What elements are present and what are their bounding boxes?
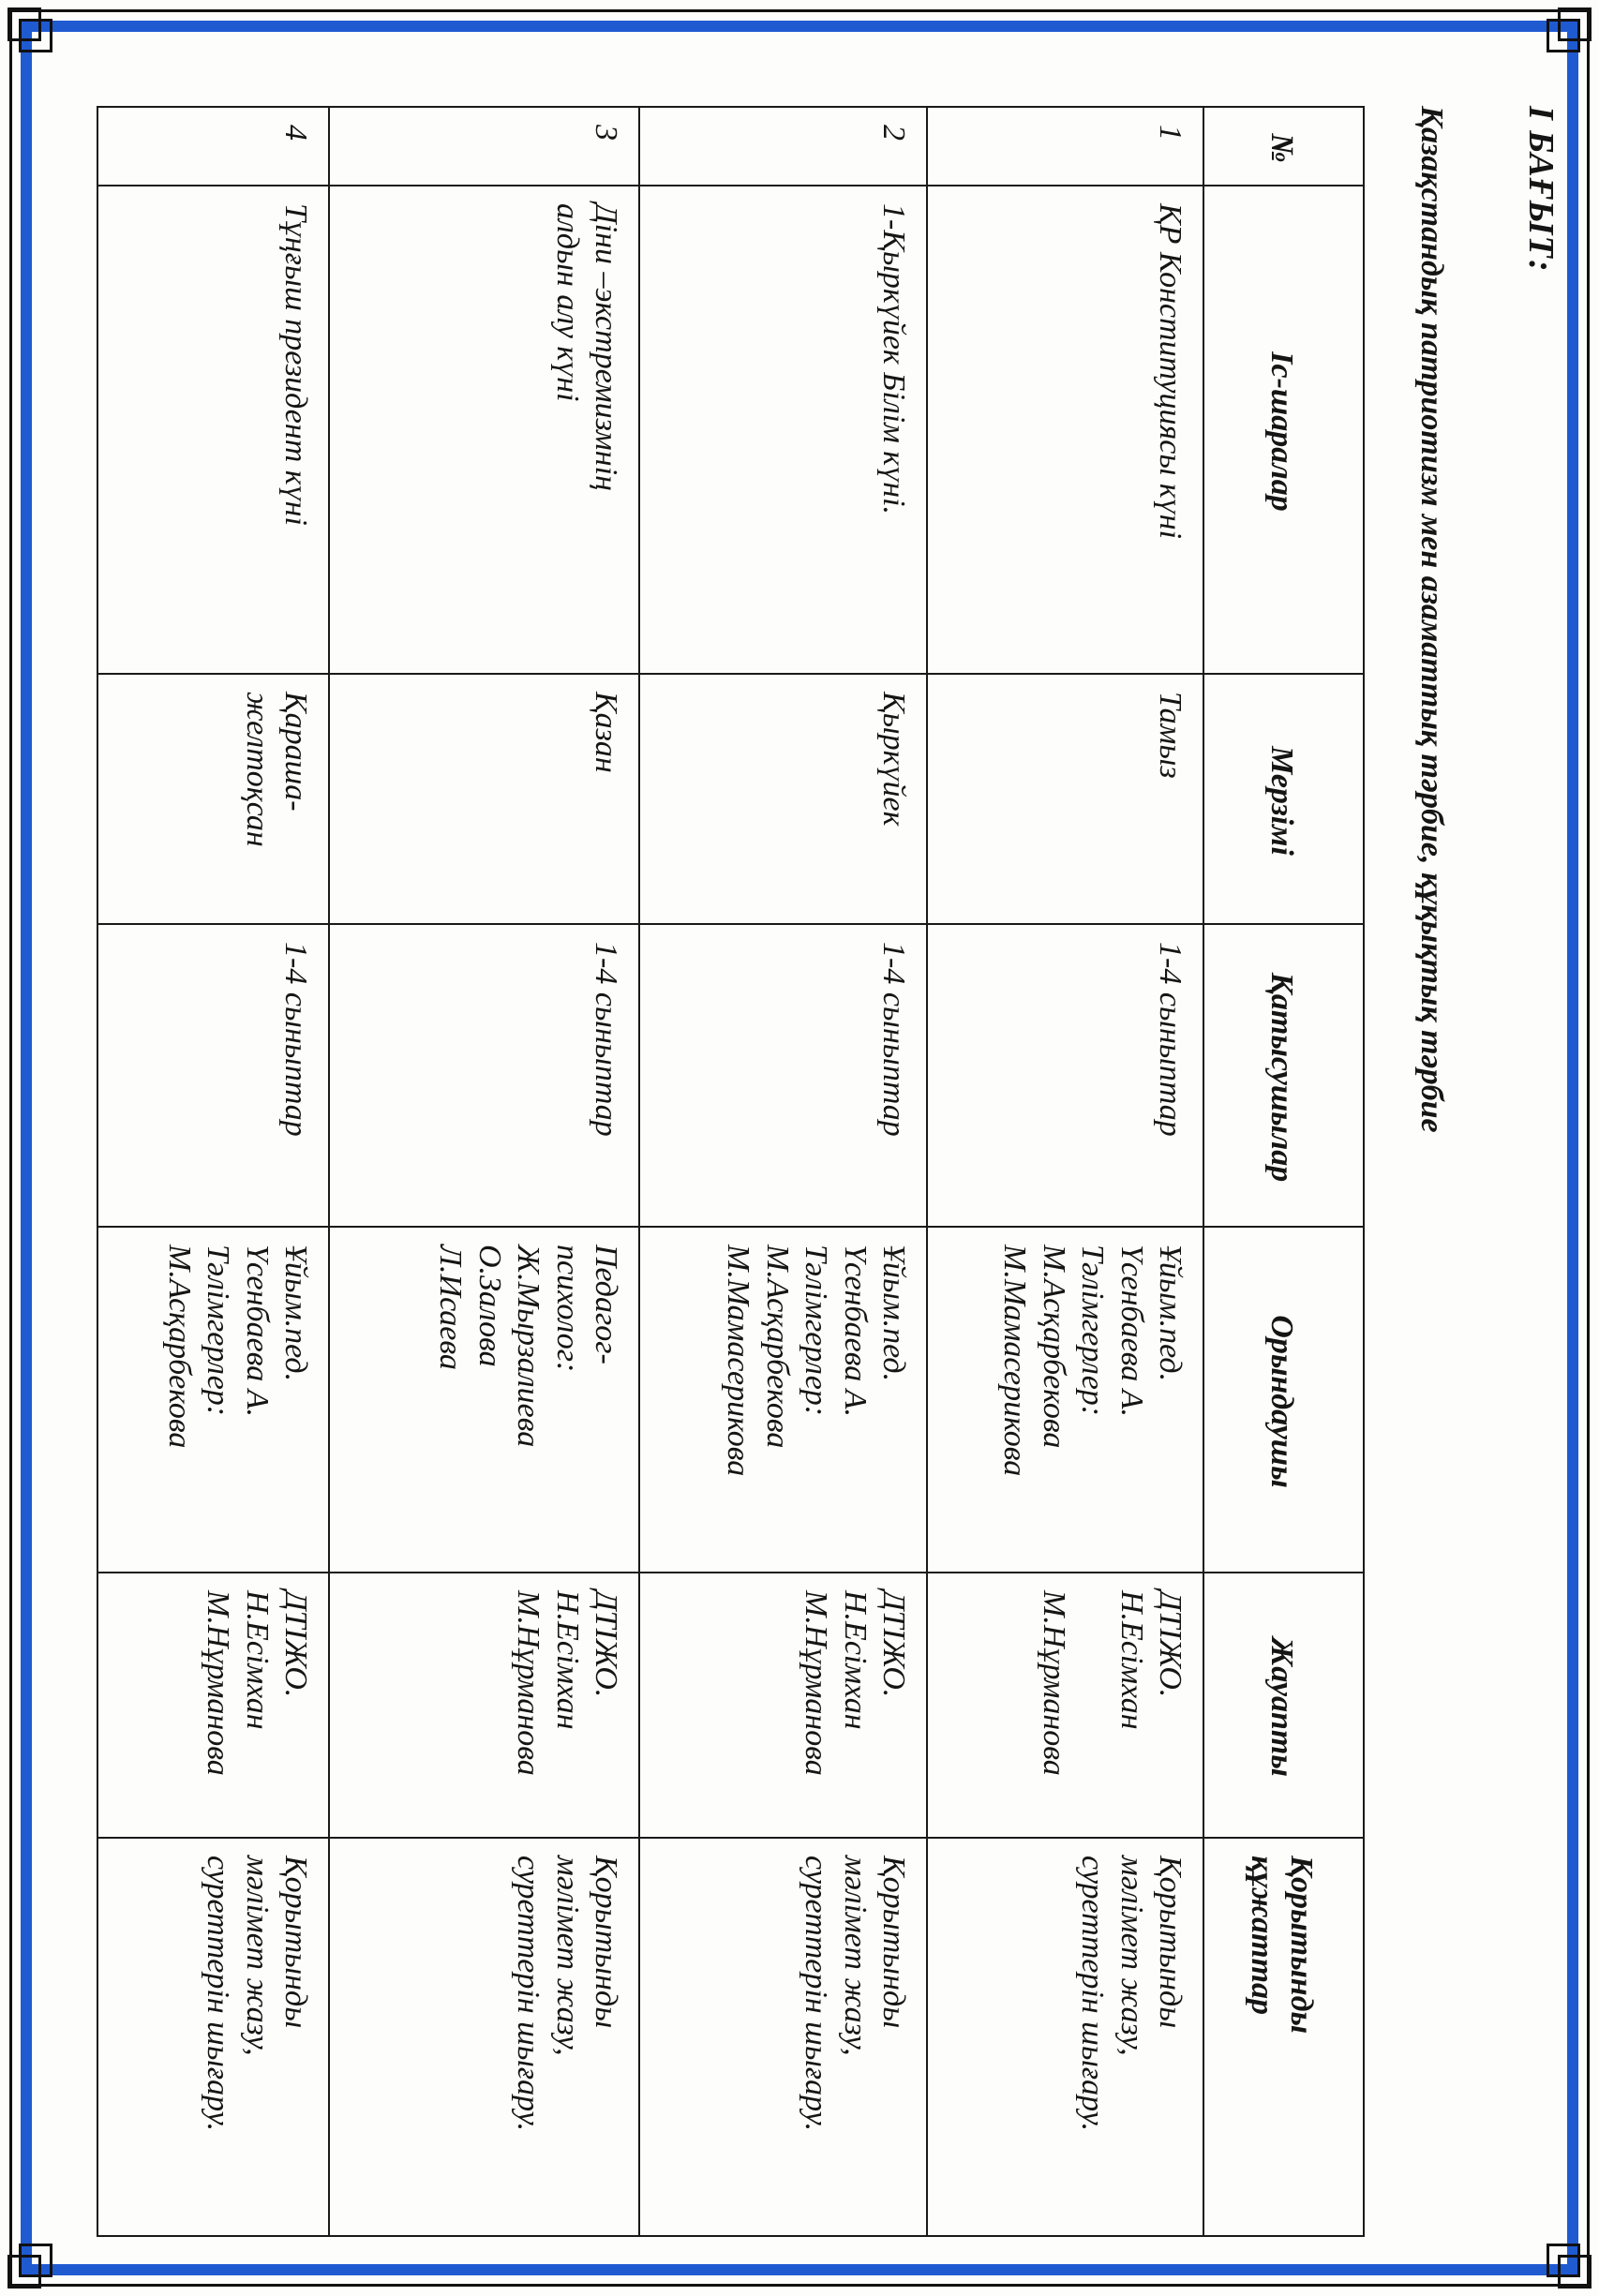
header-responsible: Жауапты bbox=[1203, 1573, 1364, 1838]
table-row bbox=[639, 107, 927, 2236]
executors-line: Тәлімгерлер: bbox=[799, 1245, 834, 1417]
cell-result bbox=[639, 1838, 927, 2236]
executors-line: М.Асқарбекова bbox=[1036, 1245, 1071, 1449]
table-row bbox=[329, 107, 639, 2236]
event-line: ҚР Конституциясы күні bbox=[1153, 203, 1188, 540]
header-event: Іс-шаралар bbox=[1203, 186, 1364, 674]
deadline-line: Қазан bbox=[589, 692, 623, 773]
executors-line: М.Мамасерикова bbox=[721, 1245, 756, 1477]
cell-executors bbox=[639, 1227, 927, 1573]
responsible-line: ДТІЖО. bbox=[1153, 1590, 1188, 1698]
corner-ornament bbox=[19, 2244, 52, 2277]
event-line: Тұңғыш президент күні bbox=[278, 203, 313, 526]
cell-executors bbox=[329, 1227, 639, 1573]
cell-responsible bbox=[639, 1573, 927, 1838]
result-line: Қорытынды bbox=[876, 1856, 911, 2029]
event-line: Діни –экстремизмнің bbox=[589, 203, 623, 491]
cell-result bbox=[927, 1838, 1203, 2236]
responsible-line: М.Нұрманова bbox=[1036, 1590, 1071, 1776]
table-row bbox=[927, 107, 1203, 2236]
responsible-line: М.Нұрманова bbox=[511, 1590, 546, 1776]
responsible-line: Н.Есімхан bbox=[239, 1590, 275, 1730]
responsible-line: Н.Есімхан bbox=[837, 1590, 873, 1730]
cell-result bbox=[97, 1838, 329, 2236]
cell-responsible bbox=[329, 1573, 639, 1838]
result-line: суреттерін шығару. bbox=[799, 1856, 834, 2132]
header-result bbox=[1203, 1838, 1364, 2236]
cell-participants: 1-4 сыныптар bbox=[97, 924, 329, 1227]
cell-participants: 1-4 сыныптар bbox=[639, 924, 927, 1227]
header-result-line: Қорытынды bbox=[1283, 1856, 1319, 2035]
table-header-row bbox=[1203, 107, 1364, 2236]
executors-line: Л.Исаева bbox=[433, 1245, 469, 1370]
event-line: 1-Қыркүйек Білім күні. bbox=[876, 203, 911, 515]
executors-line: О.Залова bbox=[471, 1245, 507, 1367]
result-line: Қорытынды bbox=[278, 1856, 313, 2029]
result-line: мәлімет жазу, bbox=[549, 1856, 585, 2056]
header-executors: Орындаушы bbox=[1203, 1227, 1364, 1573]
responsible-line: Н.Есімхан bbox=[549, 1590, 585, 1730]
result-line: мәлімет жазу, bbox=[239, 1856, 275, 2056]
responsible-line: М.Нұрманова bbox=[201, 1590, 236, 1776]
events-plan-table bbox=[97, 106, 1365, 2237]
executors-line: Ұйым.пед. bbox=[876, 1245, 911, 1382]
cell-responsible bbox=[927, 1573, 1203, 1838]
executors-line: Тәлімгерлер: bbox=[1075, 1245, 1111, 1417]
result-line: суреттерін шығару. bbox=[1075, 1856, 1111, 2132]
executors-line: психолог: bbox=[549, 1245, 585, 1373]
cell-responsible bbox=[97, 1573, 329, 1838]
responsible-line: ДТІЖО. bbox=[278, 1590, 313, 1698]
cell-deadline bbox=[639, 674, 927, 924]
section-subtitle: Қазақстандық патриотизм мен азаматтық тәрбие, құқықтық тәрбие bbox=[1414, 106, 1449, 1133]
result-line: Қорытынды bbox=[1153, 1856, 1188, 2029]
result-line: Қорытынды bbox=[589, 1856, 623, 2029]
header-result-line: құжаттар bbox=[1245, 1856, 1280, 2016]
responsible-line: М.Нұрманова bbox=[799, 1590, 834, 1776]
table-row bbox=[97, 107, 329, 2236]
cell-num: 3 bbox=[329, 107, 639, 186]
cell-num: 4 bbox=[97, 107, 329, 186]
cell-event bbox=[329, 186, 639, 674]
executors-line: Тәлімгерлер: bbox=[201, 1245, 236, 1417]
corner-ornament bbox=[1547, 19, 1580, 52]
deadline-line: Қыркүйек bbox=[876, 692, 911, 827]
cell-deadline bbox=[97, 674, 329, 924]
cell-executors bbox=[97, 1227, 329, 1573]
header-deadline: Мерзімі bbox=[1203, 674, 1364, 924]
result-line: мәлімет жазу, bbox=[1113, 1856, 1149, 2056]
cell-deadline bbox=[927, 674, 1203, 924]
cell-num: 1 bbox=[927, 107, 1203, 186]
cell-participants: 1-4 сыныптар bbox=[927, 924, 1203, 1227]
cell-event bbox=[927, 186, 1203, 674]
executors-line: Үсенбаева А. bbox=[1113, 1245, 1149, 1417]
result-line: суреттерін шығару. bbox=[511, 1856, 546, 2132]
event-line: алдын алу күні bbox=[549, 203, 585, 402]
deadline-line: Қараша- bbox=[278, 692, 313, 812]
result-line: мәлімет жазу, bbox=[837, 1856, 873, 2056]
deadline-line: Тамыз bbox=[1153, 692, 1188, 779]
responsible-line: ДТІЖО. bbox=[589, 1590, 623, 1698]
header-participants: Қатысушылар bbox=[1203, 924, 1364, 1227]
cell-event bbox=[639, 186, 927, 674]
executors-line: М.Мамасерикова bbox=[997, 1245, 1033, 1477]
executors-line: Үсенбаева А. bbox=[239, 1245, 275, 1417]
cell-deadline bbox=[329, 674, 639, 924]
responsible-line: Н.Есімхан bbox=[1113, 1590, 1149, 1730]
deadline-line: желтоқсан bbox=[239, 692, 275, 847]
responsible-line bbox=[1073, 1590, 1112, 1824]
corner-ornament bbox=[1547, 2244, 1580, 2277]
executors-line: Үсенбаева А. bbox=[837, 1245, 873, 1417]
corner-ornament bbox=[19, 19, 52, 52]
cell-num: 2 bbox=[639, 107, 927, 186]
executors-line: Ұйым.пед. bbox=[278, 1245, 313, 1382]
cell-result bbox=[329, 1838, 639, 2236]
cell-participants: 1-4 сыныптар bbox=[329, 924, 639, 1227]
executors-line: Педагог- bbox=[589, 1245, 623, 1364]
header-num: № bbox=[1203, 107, 1364, 186]
cell-executors bbox=[927, 1227, 1203, 1573]
executors-line: Ұйым.пед. bbox=[1153, 1245, 1188, 1382]
executors-line: Ж.Мырзалиева bbox=[511, 1245, 546, 1448]
cell-event bbox=[97, 186, 329, 674]
responsible-line: ДТІЖО. bbox=[876, 1590, 911, 1698]
result-line: суреттерін шығару. bbox=[201, 1856, 236, 2132]
executors-line: М.Асқарбекова bbox=[161, 1245, 197, 1449]
executors-line: М.Асқарбекова bbox=[759, 1245, 795, 1449]
section-heading: І БАҒЫТ: bbox=[1521, 106, 1561, 273]
